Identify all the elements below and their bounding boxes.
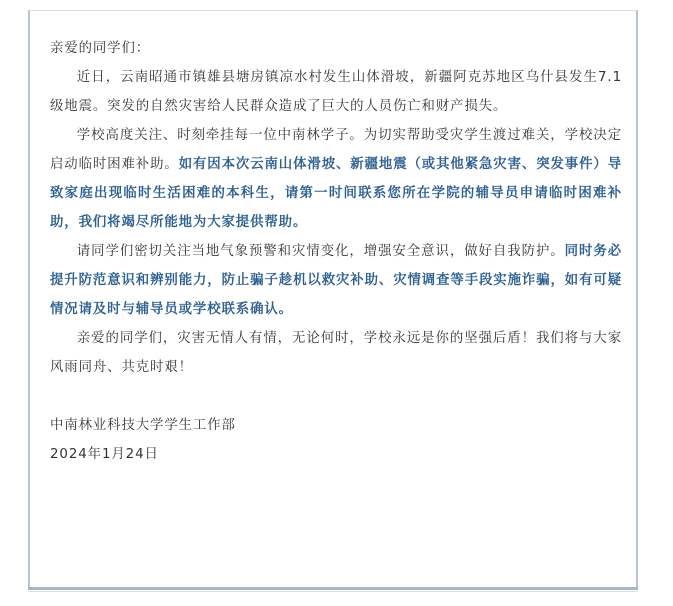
safety-intro-text: 请同学们密切关注当地气象预警和灾情变化，增强安全意识，做好自我防护。: [76, 244, 565, 259]
paragraph-closing: 亲爱的同学们，灾害无情人有情，无论何时，学校永远是你的坚强后盾！我们将与大家风雨同舟、共克时艰！: [50, 331, 622, 375]
paragraph-relief-announcement: [50, 121, 622, 237]
signature-spacer: [50, 382, 622, 411]
paragraph-disaster-news: 近日，云南昭通市镇雄县塘房镇凉水村发生山体滑坡，新疆阿克苏地区乌什县发生7.1级地震。突发的自然灾害给人民群众造成了巨大的人员伤亡和财产损失。: [50, 70, 622, 114]
bottom-divider-shadow: [28, 591, 638, 592]
signature: 中南林业科技大学学生工作部: [50, 418, 236, 433]
date: 2024年1月24日: [50, 447, 159, 462]
salutation: 亲爱的同学们：: [50, 41, 151, 56]
relief-intro-text: 学校高度关注、时刻牵挂每一位中南林学子。为切实帮助受灾学生渡过难关，学校决定启动临时困难补助。: [50, 128, 622, 172]
bottom-divider: [28, 587, 638, 590]
paragraph-safety-reminder: [50, 237, 622, 324]
letter-body: [50, 34, 622, 469]
fraud-warning-notice: 同时务必提升防范意识和辨别能力，防止骗子趁机以救灾补助、灾情调查等手段实施诈骗，如有可疑情况请及时与辅导员或学校联系确认。: [50, 244, 622, 317]
relief-application-notice: 如有因本次云南山体滑坡、新疆地震（或其他紧急灾害、突发事件）导致家庭出现临时生活困难的本科生，请第一时间联系您所在学院的辅导员申请临时困难补助，我们将竭尽所能地为大家提供帮助。: [50, 157, 622, 230]
